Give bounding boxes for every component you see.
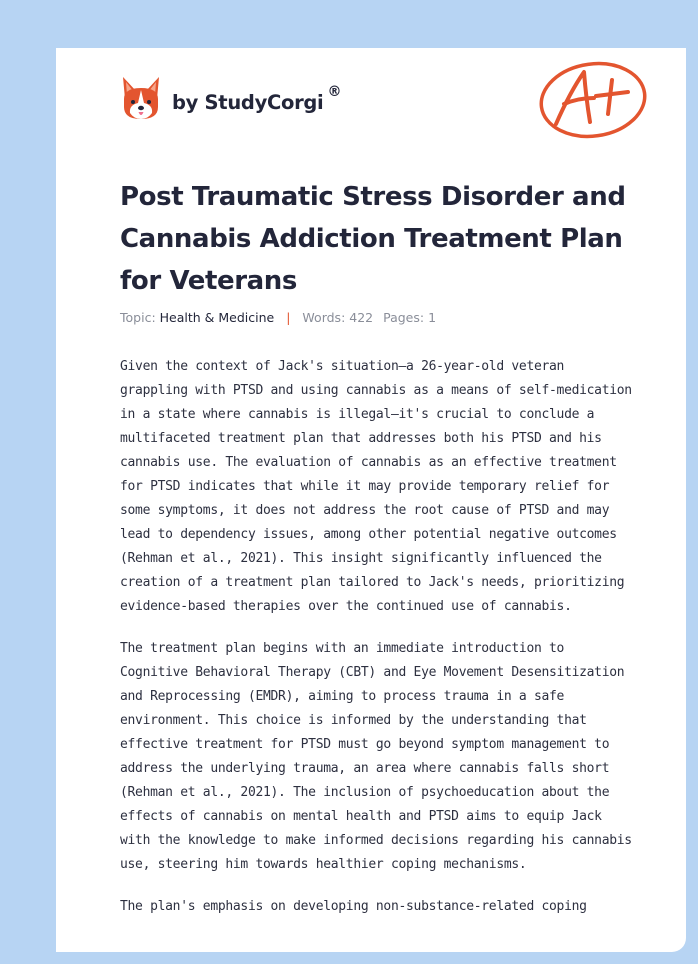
document-body: [120, 355, 634, 937]
paragraph: Given the context of Jack's situation—a 26-year-old veteran grappling with PTSD and using cannabis as a means of self-medication in a state where cannabis is illegal—it's crucial to conclude a multifaceted treatment plan that addresses both his PTSD and his cannabis use. The evaluation of cannabis as an effective treatment for PTSD indicates that while it may provide temporary relief for some symptoms, it does not address the root cause of PTSD and may lead to dependency issues, among other potential negative outcomes (Rehman et al., 2021). This insight significantly influenced the creation of a treatment plan tailored to Jack's needs, prioritizing evidence-based therapies over the continued use of cannabis.: [120, 359, 632, 614]
meta-separator: |: [286, 310, 291, 325]
brand-header[interactable]: [120, 74, 341, 124]
paragraph: The plan's emphasis on developing non-substance-related coping: [120, 899, 587, 914]
pages-label: Pages:: [383, 310, 425, 325]
topic-link[interactable]: Health & Medicine: [159, 310, 275, 325]
a-plus-grade-icon: [536, 58, 650, 142]
words-label: Words:: [302, 310, 346, 325]
corgi-logo-icon: [120, 75, 162, 123]
paragraph: The treatment plan begins with an immediate introduction to Cognitive Behavioral Therapy (CBT) and Eye Movement Desensitization and Reprocessing (EMDR), aiming to process trauma in a safe environment. This choice is informed by the understanding that effective treatment for PTSD must go beyond symptom management to address the underlying trauma, an area where cannabis falls short (Rehman et al., 2021). The inclusion of psychoeducation about the effects of cannabis on mental health and PTSD aims to equip Jack with the knowledge to make informed decisions regarding his cannabis use, steering him towards healthier coping mechanisms.: [120, 641, 632, 872]
words-count: 422: [349, 310, 374, 325]
brand-name: by StudyCorgi: [172, 90, 324, 114]
registered-mark: ®: [327, 84, 342, 100]
document-card: [56, 48, 686, 952]
topic-label: Topic:: [120, 310, 156, 325]
pages-count: 1: [428, 310, 437, 325]
document-meta: [120, 310, 436, 325]
document-title: Post Traumatic Stress Disorder and Cannabis Addiction Treatment Plan for Veterans: [120, 182, 626, 296]
